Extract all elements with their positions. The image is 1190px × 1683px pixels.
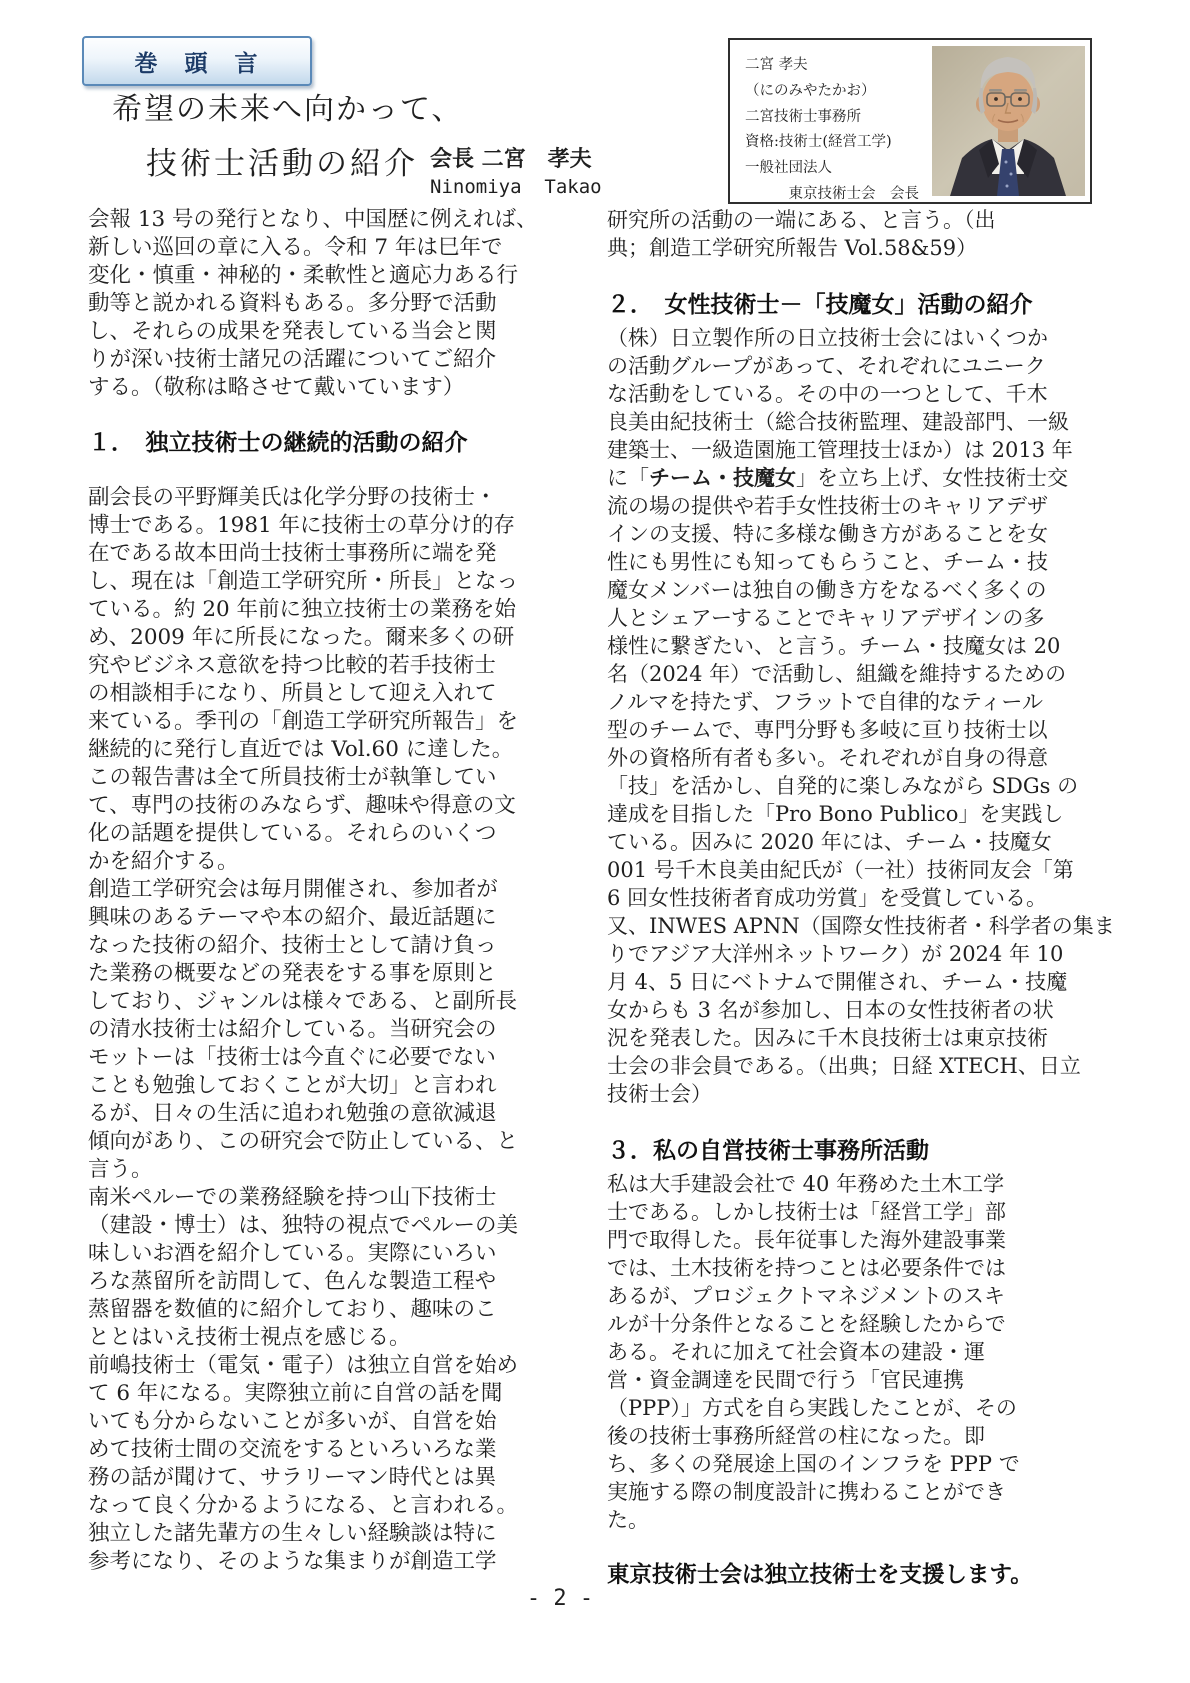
text-line: 参考になり、そのような集まりが創造工学 <box>88 1549 497 1574</box>
text-line: りが深い技術士諸兄の活躍についてご紹介 <box>88 347 497 372</box>
text-line <box>88 460 570 484</box>
text-line: 況を発表した。因みに千木良技術士は東京技術 <box>607 1026 1048 1050</box>
text-line: する。（敬称は略させて戴いています） <box>88 375 465 400</box>
text-line: 女からも 3 名が参加し、日本の女性技術者の状 <box>607 998 1054 1022</box>
text-line: 味しいお酒を紹介している。実際にいろい <box>88 1241 497 1266</box>
text-line: 動等と説かれる資料もある。多分野で活動 <box>88 291 497 316</box>
text-line: 達成を目指した「Pro Bono Publico」を実践し <box>607 802 1064 826</box>
text-line: 独立した諸先輩方の生々しい経験談は特に <box>88 1521 497 1546</box>
profile-caption <box>745 53 919 208</box>
text-line: ている。約 20 年前に独立技術士の業務を始 <box>88 597 517 622</box>
text-line <box>607 262 1107 286</box>
author-name-romaji: Ninomiya Takao <box>430 176 602 198</box>
text-line: 建築士、一級造園施工管理技士ほか）は 2013 年 <box>607 438 1073 462</box>
text-line: 南米ペルーでの業務経験を持つ山下技術士 <box>88 1185 497 1210</box>
text-line: 001 号千木良美由紀氏が（一社）技術同友会「第 <box>607 858 1074 882</box>
text-line: 二宮技術士事務所 <box>745 108 861 125</box>
text-line: この報告書は全て所員技術士が執筆してい <box>88 765 497 790</box>
text-line <box>607 1108 1107 1132</box>
text-line: ことも勉強しておくことが大切」と言われ <box>88 1073 497 1098</box>
text-line: りでアジア大洋州ネットワーク）が 2024 年 10 <box>607 942 1064 966</box>
text-line: 士会の非会員である。（出典；日経 XTECH、日立 <box>607 1054 1081 1078</box>
text-line: 継続的に発行し直近では Vol.60 に達した。 <box>88 737 514 762</box>
text-line: 6 回女性技術者育成功労賞」を受賞している。 <box>607 886 1048 910</box>
text-line: モットーは「技術士は今直ぐに必要でない <box>88 1045 496 1070</box>
profile-box <box>728 38 1092 204</box>
text-line: （株）日立製作所の日立技術士会にはいくつか <box>607 326 1048 350</box>
text-line: 在である故本田尚士技術士事務所に端を発 <box>88 541 497 566</box>
text-line: ている。因みに 2020 年には、チーム・技魔女 <box>607 830 1052 854</box>
section-heading: ２． 女性技術士－「技魔女」活動の紹介 <box>607 292 1033 318</box>
text-line <box>88 402 570 426</box>
text-line: 傾向があり、この研究会で防止している、と <box>88 1129 519 1154</box>
text-line <box>607 1534 1107 1558</box>
text-line: 良美由紀技術士（総合技術監理、建設部門、一級 <box>607 410 1069 434</box>
text-line: では、土木技術を持つことは必要条件では <box>607 1256 1006 1280</box>
author-name: 会長 二宮 孝夫 <box>430 147 592 172</box>
page-title-line1: 希望の未来へ向かって、 <box>112 92 464 127</box>
text-line: の清水技術士は紹介している。当研究会の <box>88 1017 497 1042</box>
text-line: ととはいえ技術士視点を感じる。 <box>88 1325 411 1350</box>
text-line: 研究所の活動の一端にある、と言う。（出 <box>607 208 996 232</box>
text-line: 二宮 孝夫 <box>745 57 808 73</box>
text-line: 来ている。季刊の「創造工学研究所報告」を <box>88 709 519 734</box>
text-line: 士である。しかし技術士は「経営工学」部 <box>607 1200 1006 1224</box>
text-line: あるが、プロジェクトマネジメントのスキ <box>607 1284 1005 1308</box>
text-line: 「技」を活かし、自発的に楽しみながら SDGs の <box>607 774 1079 798</box>
text-line: かを紹介する。 <box>88 849 239 874</box>
text-line: ある。それに加えて社会資本の建設・運 <box>607 1340 985 1364</box>
text-line: に「チーム・技魔女」を立ち上げ、女性技術士交 <box>607 466 1069 490</box>
text-line: し、現在は「創造工学研究所・所長」となっ <box>88 569 519 594</box>
text-line: め、2009 年に所長になった。爾来多くの研 <box>88 625 515 650</box>
body-column-left <box>88 206 570 1576</box>
text-line: 性にも男性にも知ってもらうこと、チーム・技 <box>607 550 1048 574</box>
text-line: インの支援、特に多様な働き方があることを女 <box>607 522 1048 546</box>
text-line: 会報 13 号の発行となり、中国歴に例えれば、 <box>88 207 538 232</box>
text-line: て、専門の技術のみならず、趣味や得意の文 <box>88 793 516 818</box>
section-heading: １． 独立技術士の継続的活動の紹介 <box>88 430 468 456</box>
text-line: 博士である。1981 年に技術士の草分け的存 <box>88 513 516 538</box>
text-line: なった技術の紹介、技術士として請け負っ <box>88 933 497 958</box>
text-line: 型のチームで、専門分野も多岐に亘り技術士以 <box>607 718 1048 742</box>
text-line: 典；創造工学研究所報告 Vol.58&59） <box>607 236 978 260</box>
text-line: めて技術士間の交流をするといろいろな業 <box>88 1437 497 1462</box>
text-line: 外の資格所有者も多い。それぞれが自身の得意 <box>607 746 1048 770</box>
text-line: て 6 年になる。実際独立前に自営の話を聞 <box>88 1381 503 1406</box>
text-line: 創造工学研究会は毎月開催され、参加者が <box>88 877 498 902</box>
text-line: 人とシェアーすることでキャリアデザインの多 <box>607 606 1045 630</box>
text-line: 私は大手建設会社で 40 年務めた土木工学 <box>607 1172 1005 1196</box>
text-line: 資格:技術士(経営工学) <box>745 134 892 151</box>
text-line: 又、INWES APNN（国際女性技術者・科学者の集ま <box>607 914 1115 938</box>
text-line: の相談相手になり、所員として迎え入れて <box>88 681 497 706</box>
text-line: 月 4、5 日にベトナムで開催され、チーム・技魔 <box>607 970 1068 994</box>
text-line: 営・資金調達を民間で行う「官民連携 <box>607 1368 964 1392</box>
text-line: 興味のあるテーマや本の紹介、最近話題に <box>88 905 497 930</box>
section-heading: ３．私の自営技術士事務所活動 <box>607 1138 929 1164</box>
text-line: 言う。 <box>88 1157 153 1182</box>
text-line: しており、ジャンルは様々である、と副所長 <box>88 989 518 1014</box>
eye-left <box>994 97 998 101</box>
eyebrow-right <box>1014 89 1027 92</box>
text-line: 新しい巡回の章に入る。令和 7 年は巳年で <box>88 235 503 260</box>
emphasis-line: 東京技術士会は独立技術士を支援します。 <box>607 1562 1033 1588</box>
text-line: 名（2024 年）で活動し、組織を維持するための <box>607 662 1067 686</box>
text-line: 実施する際の制度設計に携わることができ <box>607 1480 1006 1504</box>
text-line: 流の場の提供や若手女性技術士のキャリアデザ <box>607 494 1048 518</box>
text-line: ルが十分条件となることを経験したからで <box>607 1312 1006 1336</box>
text-line: ち、多くの発展途上国のインフラを PPP で <box>607 1452 1020 1476</box>
text-line: の活動グループがあって、それぞれにユニーク <box>607 354 1046 378</box>
text-line: 蒸留器を数値的に紹介しており、趣味のこ <box>88 1297 497 1322</box>
text-line: な活動をしている。その中の一つとして、千木 <box>607 382 1048 406</box>
text-line: し、それらの成果を発表している当会と関 <box>88 319 497 344</box>
text-line: 変化・慎重・神秘的・柔軟性と適応力ある行 <box>88 263 519 288</box>
foreword-badge-label: 巻 頭 言 <box>134 50 260 77</box>
text-line: 一般社団法人 <box>745 160 832 177</box>
eye-right <box>1018 97 1022 101</box>
text-line: 副会長の平野輝美氏は化学分野の技術士・ <box>88 485 497 510</box>
text-line: ノルマを持たず、フラットで自律的なティール <box>607 690 1043 714</box>
foreword-badge <box>82 36 312 86</box>
page-title-line2: 技術士活動の紹介 <box>146 146 418 182</box>
text-line: （PPP）」方式を自ら実践したことが、その <box>607 1396 1017 1420</box>
text-line: 後の技術士事務所経営の柱になった。即 <box>607 1424 985 1448</box>
page-number: - 2 - <box>526 1586 594 1611</box>
text-line: 化の話題を提供している。それらのいくつ <box>88 821 497 846</box>
text-line: 東京技術士会 会長 <box>745 185 919 202</box>
eyebrow-left <box>989 89 1002 92</box>
text-line: 究やビジネス意欲を持つ比較的若手技術士 <box>88 653 496 678</box>
text-line: 前嶋技術士（電気・電子）は独立自営を始め <box>88 1353 519 1378</box>
text-line: （建設・博士）は、独特の視点でペルーの美 <box>88 1213 519 1238</box>
text-line: ろな蒸留所を訪問して、色んな製造工程や <box>88 1269 497 1294</box>
text-line: 様性に繋ぎたい、と言う。チーム・技魔女は 20 <box>607 634 1061 658</box>
text-line: いても分からないことが多いが、自営を始 <box>88 1409 497 1434</box>
text-line: た業務の概要などの発表をする事を原則と <box>88 961 497 986</box>
text-line: た。 <box>607 1508 649 1532</box>
text-line: 技術士会） <box>607 1082 712 1106</box>
text-line: 魔女メンバーは独自の働き方をなるべく多くの <box>607 578 1047 602</box>
text-line: 務の話が聞けて、サラリーマン時代とは異 <box>88 1465 497 1490</box>
text-line: なって良く分かるようになる、と言われる。 <box>88 1493 519 1518</box>
text-line: （にのみやたかお） <box>745 82 876 99</box>
body-column-right <box>607 206 1115 1592</box>
text-line: るが、日々の生活に追われ勉強の意欲減退 <box>88 1101 497 1126</box>
text-line: 門で取得した。長年従事した海外建設事業 <box>607 1228 1006 1252</box>
portrait-photo <box>932 46 1085 196</box>
